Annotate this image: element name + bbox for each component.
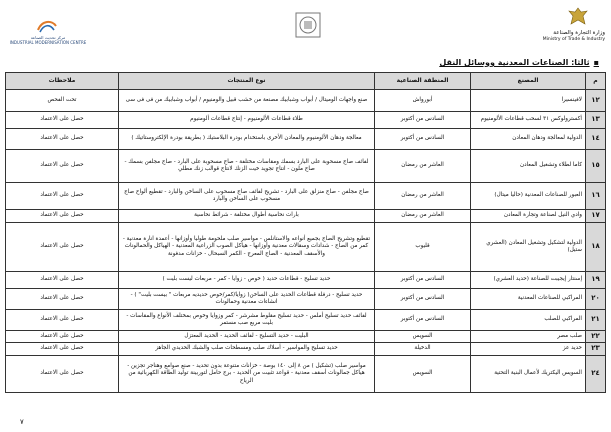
table-row [6,183,606,210]
cell-zone: السادس من أكتوبر [375,129,471,150]
heading-bullet-icon: ▪ [593,58,599,67]
cell-num: ٢٣ [586,343,606,356]
section-heading [439,58,599,67]
cell-notes: حصل على الاعتماد [6,183,119,210]
column-header-notes: ملاحظات [6,73,119,90]
cell-num: ١٥ [586,150,606,183]
cell-factory: صلب مصر [471,331,586,343]
cell-products: طلاء قطاعات الألومنيوم - إنتاج قطاعات ألومنيوم [119,112,375,129]
cell-factory: إسنتار إيجيبت للصناعة (حديد العشري) [471,272,586,289]
section-heading-text: ثالثا: الصناعات المعدنية ووسائل النقل [439,58,590,67]
cell-factory: العبور للصناعات المعدنية (حاليا ميتال) [471,183,586,210]
cell-zone: السادس من أكتوبر [375,272,471,289]
imc-swirl-icon [36,18,58,34]
cell-num: ٢١ [586,310,606,331]
ministry-name-ar: وزارة التجارة والصناعة [553,30,605,36]
table-row [6,112,606,129]
cell-factory: الدولية لتشكيل وتشغيل المعادن (العشري ستيل) [471,223,586,272]
table-row [6,272,606,289]
ministry-name-en: Ministry of Trade & Industry [542,37,605,42]
cell-num: ٢٠ [586,289,606,310]
cell-factory: المراكبي للصلب [471,310,586,331]
cell-notes: حصل على الاعتماد [6,343,119,356]
cell-products: بارات نحاسية أطوال مختلفة - شرائط نحاسية [119,210,375,223]
cell-notes: حصل على الاعتماد [6,356,119,393]
imc-logo [8,18,88,48]
cell-factory: المراكبي للصناعات المعدنية [471,289,586,310]
cell-factory: حديد عز [471,343,586,356]
table-row [6,129,606,150]
table-row [6,223,606,272]
cell-products: حديد تسليح - درفلة قطاعات الحديد على الساخن( زوايا/كمر/خوص حديديه مربعات " بيست بليت" ) - انشاءات معدنية وحمالونات [119,289,375,310]
table-row [6,90,606,112]
cell-zone: أبورواش [375,90,471,112]
column-header-products: نوع المنتجات [119,73,375,90]
cell-notes: حصل على الاعتماد [6,272,119,289]
cell-num: ١٦ [586,183,606,210]
table-header-row [6,73,606,90]
cell-num: ١٣ [586,112,606,129]
cell-zone: العاشر من رمضان [375,183,471,210]
cell-notes: حصل على الاعتماد [6,289,119,310]
imc-logo-text-en: INDUSTRIAL MODERNISATION CENTRE [9,40,87,45]
cell-notes: حصل على الاعتماد [6,210,119,223]
cell-num: ١٢ [586,90,606,112]
column-header-num: م [586,73,606,90]
cell-zone: قليوب [375,223,471,272]
cell-products: البليت - حديد التسليح - لفائف الحديد - الحديد المعتزل [119,331,375,343]
cell-products: لفائف حديد تسليح أملس - حديد تسليح مقلوط مشرشر - كمر وزوايا وخوص بمختلف الأنواع والمقاسات - بليت مربع صب مستمر [119,310,375,331]
cell-factory: كاما لطلاء وتشغيل المعادن [471,150,586,183]
table-row [6,289,606,310]
cell-num: ١٤ [586,129,606,150]
table-row [6,150,606,183]
cell-notes: حصل على الاعتماد [6,310,119,331]
cell-zone: العاشر من رمضان [375,210,471,223]
cell-notes: حصل على الاعتماد [6,223,119,272]
cell-notes: حصل على الاعتماد [6,331,119,343]
cell-products: حديد تسليح والمواسير - أسلاك صلب ومسطحات صلب والشبك الحديدي الجاهز [119,343,375,356]
cell-zone: الدخيلة [375,343,471,356]
cell-notes: تحت الفحص [6,90,119,112]
cell-factory: الدولية لمعالجة ودهان المعادن [471,129,586,150]
cell-num: ٢٢ [586,331,606,343]
cell-factory: أكسترولوكس ٣١ لسحب قطاعات الألومنيوم [471,112,586,129]
cell-factory: السويس اليكتريك لأعمال البنية التحتية [471,356,586,393]
cell-products: صاج مجلفن - صاج منزلق على البارد - تشريح لفائف صاج مسحوب على الساخن والبارد - تقطيع ألواح صاج مسحوب على الساخن والبارد [119,183,375,210]
cell-products: حديد تسليح - قطاعات حديد ( خوص - زوايا - كمر - مربعات ليست بليت ) [119,272,375,289]
cell-zone: السويس [375,356,471,393]
cell-notes: حصل على الاعتماد [6,150,119,183]
table-row [6,210,606,223]
cell-zone: العاشر من رمضان [375,150,471,183]
cell-num: ١٩ [586,272,606,289]
table-row [6,331,606,343]
cell-num: ١٧ [586,210,606,223]
cell-notes: حصل على الاعتماد [6,129,119,150]
table-row [6,356,606,393]
ministry-logo [537,6,605,46]
page-number: ٧ [20,418,24,426]
table-row [6,343,606,356]
cell-num: ٢٤ [586,356,606,393]
cell-zone: السادس من أكتوبر [375,112,471,129]
cell-zone: السادس من أكتوبر [375,310,471,331]
column-header-factory: المصنع [471,73,586,90]
cell-notes: حصل على الاعتماد [6,112,119,129]
table-row [6,310,606,331]
cell-factory: لافينسيرا [471,90,586,112]
column-header-zone: المنطقة الصناعية [375,73,471,90]
cell-zone: السادس من أكتوبر [375,289,471,310]
cell-products: صنع واجهات الوميتال / أبواب وشبابيك مصنعة من خشب قبيل والومنيوم / أبواب وشبابيك من فى فى سى [119,90,375,112]
eagle-emblem-icon [567,6,589,28]
cell-products: مواسير صلب (تشكيل ) من ٨ إلى ١٤٠ بوصة - خزانات متنوعة بدون تحديد - صنع صوامع وهناجر تجزين - هياكل جمالونات أسقف معدنية - قواعد تثبيت من الحديد - برج حامل لتوربينة توليد الطاقة الكهربائية من الرياح [119,356,375,393]
cell-products: معالجة ودهان الألومنيوم والمعادن الأخرى باستخدام بودرة البلاستيك ( بطريقة بودرة الإلكتروستاتيك ) [119,129,375,150]
cell-zone: السويس [375,331,471,343]
imc-logo-text-ar: مركز تحديث الصناعة [30,35,66,40]
cell-products: لفائف صاج مسحوبة على البارد بسمك ومقاسات مختلفة - صاج مسحوبة على البارد - صاج مجلفن بسمك - صاج ملون - انتاج تجويد خيت الزنك لانتاج قوالب زنك مطلي [119,150,375,183]
factories-table [5,72,606,393]
seal-emblem-icon [293,10,323,40]
cell-products: تقطيع وتشريح الصاج بجميع أنواعه والاستانلس - مواسير صلب ملحومة طوليا وأوزانها - أعمدة انارة معدنية - كمر من الصاج - شدادات وسقالات معدنية وأوزانها - هياكل الصوب الزراعية المعدنية - الهياكل والحمالونات والأسقف المعدنية - الصاج المعرج - الكمر السبحال - خزانات مدفونة [119,223,375,272]
cell-factory: وادي النيل لصناعة وتجارة المعادن [471,210,586,223]
cell-num: ١٨ [586,223,606,272]
